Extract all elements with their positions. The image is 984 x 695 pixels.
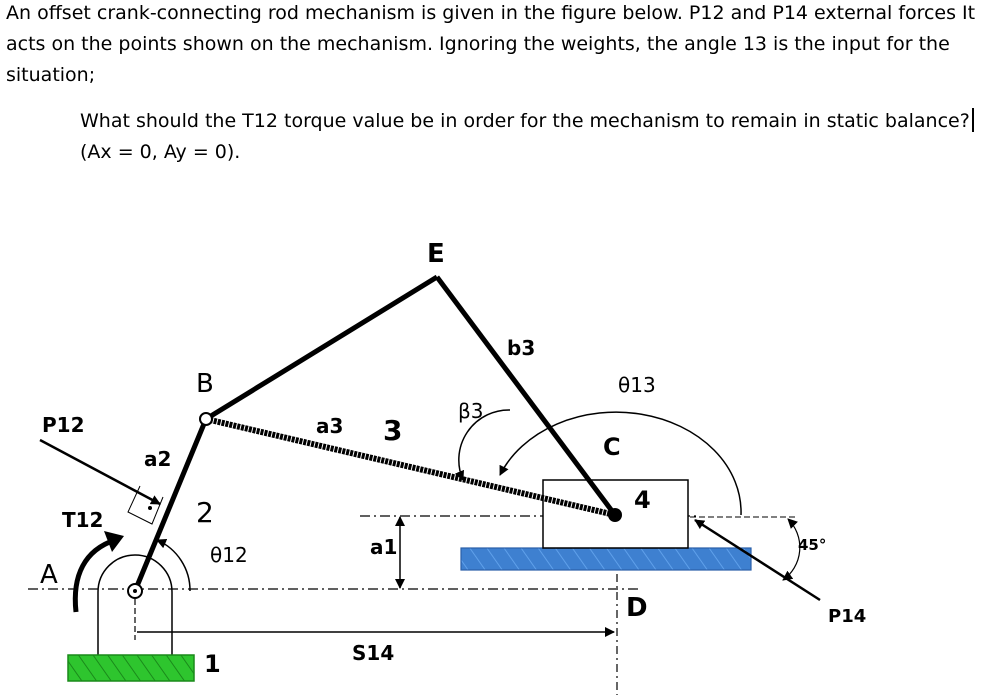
label-link-3: 3 [383,414,403,447]
label-a1: a1 [370,535,398,559]
question-prompt-line1: What should the T12 torque value be in order for the mechanism to remain in static balance? [80,110,970,132]
joint-b [200,413,212,425]
label-a3: a3 [316,414,344,438]
p12-force-arrow [40,440,160,504]
label-s14: S14 [352,641,395,665]
link-3-upper [206,277,437,419]
question-intro: An offset crank-connecting rod mechanism is given in the figure below. P12 and P14 external forces It acts on the points shown on the mechanism. Ignoring the weights, the angle 13 is the input for the situation; [6,2,976,86]
label-a: A [40,560,58,590]
label-p12: P12 [42,413,85,437]
slider-guide [461,548,751,570]
question-prompt-line2: (Ax = 0, Ay = 0). [80,141,241,163]
label-theta12: θ12 [210,543,248,567]
label-p14: P14 [828,606,867,627]
label-a2: a2 [144,447,172,471]
label-b: B [196,369,214,399]
label-c: C [603,433,621,461]
theta12-arc [157,540,190,591]
label-link-4: 4 [634,486,651,514]
label-t12: T12 [62,508,104,532]
ground-hatch [68,655,194,681]
label-link-2: 2 [196,496,214,529]
t12-torque-arrow [75,540,115,612]
label-link-1: 1 [204,650,221,678]
right-angle-mark [128,486,163,524]
label-e: E [427,239,445,269]
ground-support [68,555,194,681]
label-beta3: β3 [458,399,484,423]
label-b3: b3 [507,336,536,360]
joint-c [608,508,622,522]
label-theta13: θ13 [618,373,656,397]
label-d: D [626,593,648,623]
label-angle-45: 45° [798,536,827,554]
